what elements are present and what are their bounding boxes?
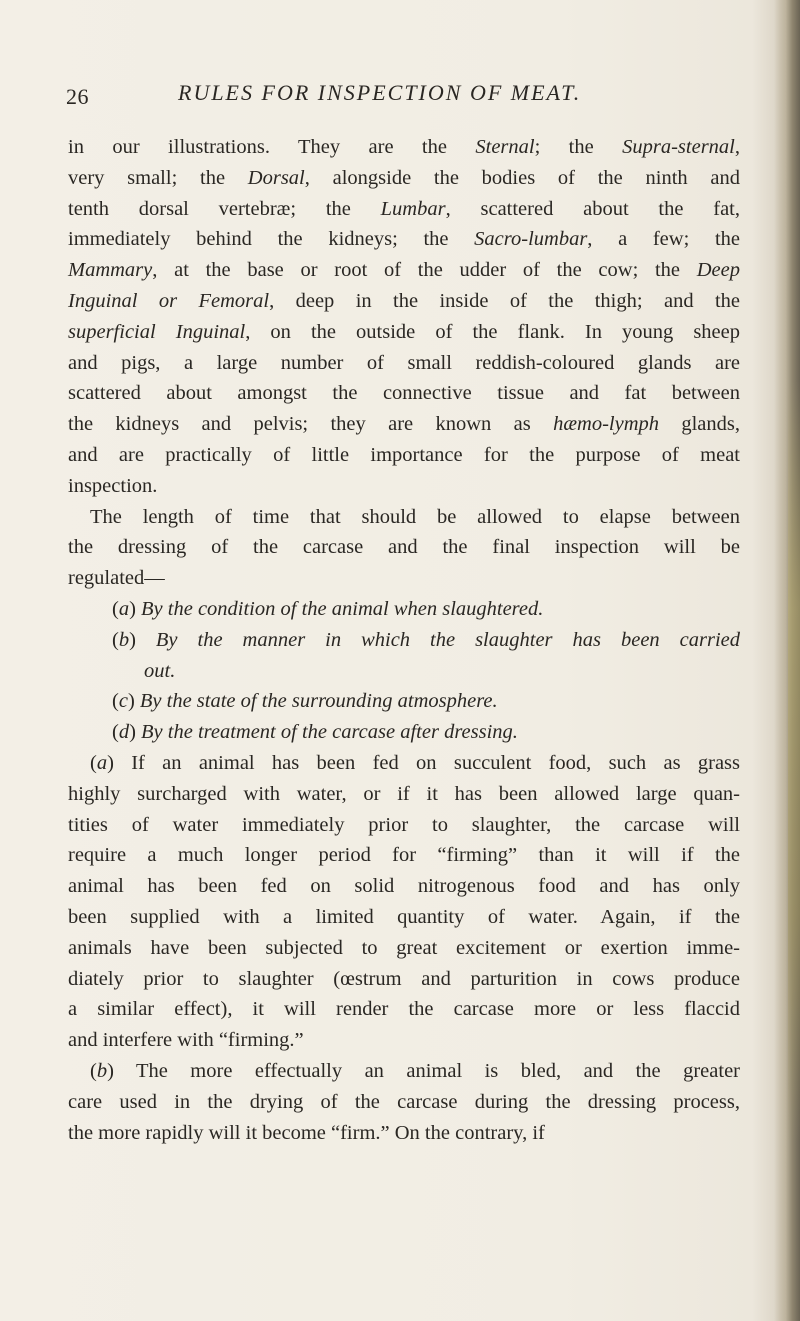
text-line bbox=[68, 255, 740, 286]
text-run: tities of water immediately prior to slaughter, the carcase will bbox=[68, 813, 740, 836]
italic-text: c bbox=[118, 690, 128, 713]
italic-text: Sternal bbox=[475, 136, 535, 158]
text-line bbox=[68, 286, 740, 317]
text-line bbox=[68, 964, 740, 995]
text-line bbox=[68, 348, 740, 379]
text-run: and interfere with “firming.” bbox=[68, 1029, 304, 1052]
text-run: the kidneys and pelvis; they are known as bbox=[68, 413, 554, 436]
text-run: ) bbox=[127, 690, 140, 713]
text-run: tenth dorsal vertebræ; the bbox=[68, 197, 381, 220]
italic-text: Sacro-lumbar bbox=[474, 228, 588, 251]
text-run: and are practically of little importance for the purpose of meat bbox=[68, 443, 740, 466]
text-run: highly surcharged with water, or if it has been allowed large quan- bbox=[68, 782, 740, 805]
text-line bbox=[68, 717, 740, 748]
text-run: ( bbox=[112, 628, 119, 651]
text-run: ) The more effectually an animal is bled, and the greater bbox=[107, 1059, 740, 1082]
italic-text: d bbox=[118, 721, 130, 744]
italic-text: Mammary bbox=[68, 259, 153, 282]
text-line bbox=[68, 532, 740, 563]
text-line bbox=[68, 471, 740, 502]
text-run: the dressing of the carcase and the final inspection will be bbox=[68, 536, 740, 559]
italic-text: Supra-sternal bbox=[622, 136, 735, 158]
text-run: , a few; the bbox=[587, 228, 740, 251]
text-line bbox=[68, 656, 740, 687]
text-run: the more rapidly will it become “firm.” On the contrary, if bbox=[68, 1121, 545, 1144]
italic-text: b bbox=[96, 1059, 108, 1082]
text-run: animal has been fed on solid nitrogenous food and has only bbox=[68, 875, 740, 898]
italic-text: Deep bbox=[696, 259, 740, 282]
text-run: , at the base or root of the udder of the cow; the bbox=[152, 259, 697, 282]
text-run: inspection. bbox=[68, 474, 158, 497]
text-line bbox=[68, 1118, 740, 1149]
text-run: care used in the drying of the carcase during the dressing process, bbox=[68, 1090, 740, 1113]
text-line bbox=[68, 132, 740, 163]
text-run: ( bbox=[90, 751, 97, 774]
italic-text: Inguinal or Femoral bbox=[68, 289, 270, 312]
text-line bbox=[68, 224, 740, 255]
text-run: ; the bbox=[534, 136, 623, 158]
text-run: , deep in the inside of the thigh; and the bbox=[269, 289, 741, 312]
text-run: , bbox=[734, 136, 740, 158]
text-run: very small; the bbox=[68, 166, 248, 189]
text-run: ) bbox=[129, 597, 142, 620]
text-run: ) bbox=[129, 721, 142, 744]
text-run: glands, bbox=[659, 413, 740, 436]
text-line bbox=[68, 902, 740, 933]
text-run: in our illustrations. They are the bbox=[68, 136, 476, 158]
italic-text: out. bbox=[144, 659, 176, 682]
text-run: ) bbox=[129, 628, 156, 651]
text-line bbox=[68, 1056, 740, 1087]
text-line bbox=[68, 686, 740, 717]
text-line bbox=[68, 594, 740, 625]
italic-text: b bbox=[118, 628, 130, 651]
text-run: The length of time that should be allowed to elapse between bbox=[90, 505, 740, 528]
text-line bbox=[68, 1025, 740, 1056]
italic-text: By the manner in which the slaughter has been carried bbox=[155, 628, 741, 651]
text-line bbox=[68, 163, 740, 194]
italic-text: By the treatment of the carcase after dressing. bbox=[141, 721, 518, 744]
text-run: ( bbox=[90, 1059, 97, 1082]
text-line bbox=[68, 748, 740, 779]
text-line bbox=[68, 994, 740, 1025]
text-line bbox=[68, 378, 740, 409]
italic-text: superficial Inguinal bbox=[68, 320, 246, 343]
italic-text: Lumbar bbox=[380, 197, 446, 220]
text-line bbox=[68, 317, 740, 348]
text-run: a similar effect), it will render the carcase more or less flaccid bbox=[68, 998, 740, 1021]
text-run: been supplied with a limited quantity of water. Again, if the bbox=[68, 905, 740, 928]
text-run: require a much longer period for “firming” than it will if the bbox=[68, 844, 740, 867]
italic-text: By the condition of the animal when slaughtered. bbox=[141, 597, 544, 620]
text-line bbox=[68, 871, 740, 902]
text-line bbox=[68, 1087, 740, 1118]
italic-text: a bbox=[96, 751, 108, 774]
text-line bbox=[68, 409, 740, 440]
text-line bbox=[68, 563, 740, 594]
text-line bbox=[68, 440, 740, 471]
italic-text: By the state of the surrounding atmosphere. bbox=[139, 690, 498, 713]
text-run: regulated— bbox=[68, 567, 165, 590]
text-run: immediately behind the kidneys; the bbox=[68, 228, 475, 251]
text-line bbox=[68, 502, 740, 533]
page-edge-stain bbox=[788, 380, 800, 1140]
text-run: , on the outside of the flank. In young sheep bbox=[245, 320, 740, 343]
text-run: , alongside the bodies of the ninth and bbox=[304, 166, 740, 189]
text-line bbox=[68, 625, 740, 656]
text-run: diately prior to slaughter (œstrum and parturition in cows produce bbox=[68, 967, 740, 990]
text-run: animals have been subjected to great excitement or exertion imme- bbox=[68, 936, 740, 959]
italic-text: a bbox=[118, 597, 130, 620]
text-run: ( bbox=[112, 597, 119, 620]
text-run: and pigs, a large number of small reddish-coloured glands are bbox=[68, 351, 740, 374]
text-run: , scattered about the fat, bbox=[445, 197, 740, 220]
text-line bbox=[68, 810, 740, 841]
text-run: scattered about amongst the connective tissue and fat between bbox=[68, 382, 740, 405]
text-run: ( bbox=[112, 690, 119, 713]
italic-text: hæmo-lymph bbox=[553, 413, 659, 436]
text-run: ) If an animal has been fed on succulent food, such as grass bbox=[107, 751, 740, 774]
page-number: 26 bbox=[66, 84, 89, 109]
running-head: RULES FOR INSPECTION OF MEAT. bbox=[178, 80, 582, 105]
text-line bbox=[68, 933, 740, 964]
page-header bbox=[66, 80, 766, 114]
italic-text: Dorsal bbox=[247, 166, 305, 189]
text-run: ( bbox=[112, 721, 119, 744]
text-line bbox=[68, 840, 740, 871]
body-text bbox=[68, 132, 740, 1148]
text-line bbox=[68, 779, 740, 810]
text-line bbox=[68, 194, 740, 225]
